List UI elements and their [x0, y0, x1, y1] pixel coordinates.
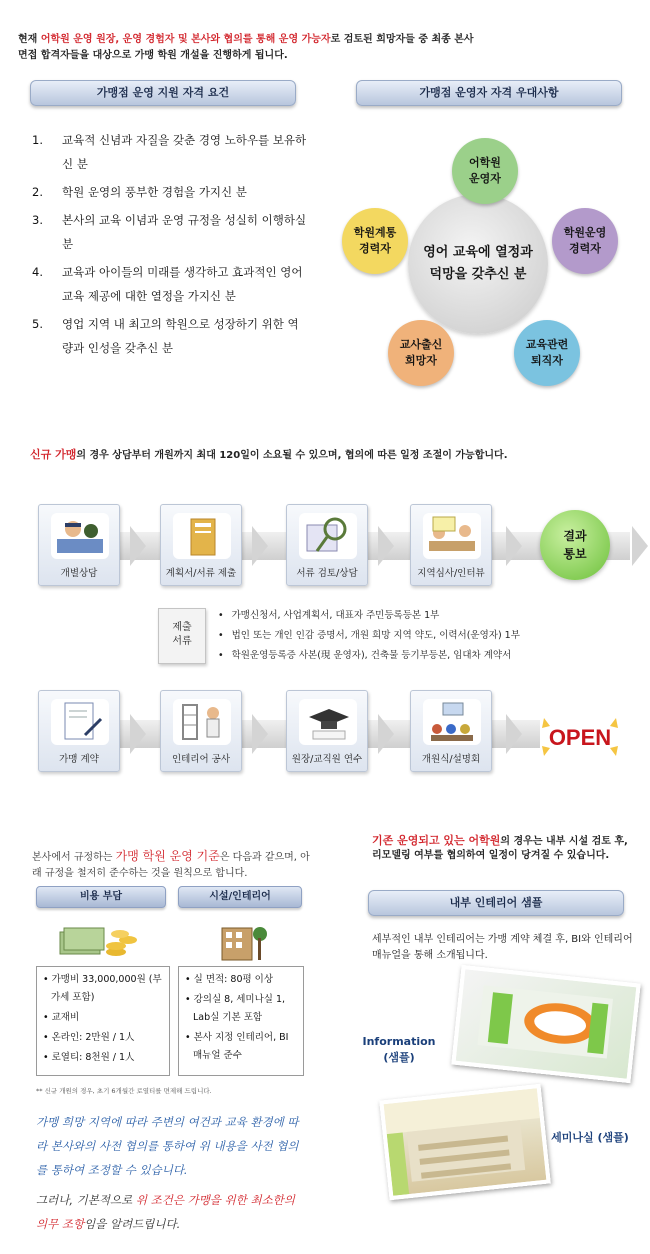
step-review: 서류 검토/상담 — [286, 504, 368, 586]
step-training: 원장/교직원 연수 — [286, 690, 368, 772]
list-item: 3. 본사의 교육 이념과 운영 규정을 성실히 이행하실 분 — [32, 213, 307, 251]
step-opening: 개원식/설명회 — [410, 690, 492, 772]
preference-center-text: 영어 교육에 열정과 덕망을 갖추신 분 — [423, 245, 533, 282]
arrow-icon — [252, 526, 268, 566]
preference-circle-experience: 학원운영 경력자 — [552, 208, 618, 274]
step-contract: 가맹 계약 — [38, 690, 120, 772]
open-sign-icon — [540, 712, 620, 762]
preference-center-circle — [408, 194, 548, 334]
arrow-icon — [378, 714, 394, 754]
intro-highlight: 어학원 운영 원장, 운영 경험자 및 본사와 협의를 통해 운영 가능자 — [40, 34, 331, 45]
interview-illustration-icon — [423, 513, 481, 559]
list-item: 4. 교육과 아이들의 미래를 생각하고 효과적인 영어 교육 제공에 대한 열정을 가지신 분 — [32, 265, 303, 303]
list-item: • 교재비 — [43, 1009, 163, 1027]
standards-text: 본사에서 규정하는 가맹 학원 운영 기준은 다음과 같으며, 아래 규정을 철저히 준수하는 것을 원칙으로 합니다. — [32, 849, 310, 879]
list-item: • 실 면적: 80평 이상 — [185, 971, 297, 989]
schedule-notice: 신규 가맹의 경우 상담부터 개원까지 최대 120일이 소요될 수 있으며, 협의에 따른 일정 조절이 가능합니다. — [30, 448, 508, 461]
preference-circle-academy-career: 학원계통 경력자 — [342, 208, 408, 274]
magnifier-icon — [299, 513, 357, 559]
list-item: • 가맹비 33,000,000원 (부가세 포함) — [43, 971, 163, 1007]
preference-circle-retired: 교육관련 퇴직자 — [514, 320, 580, 386]
intro-text — [18, 32, 638, 64]
interior-description: 세부적인 내부 인테리어는 가맹 계약 체결 후, BI와 인테리어 매뉴얼을 통해 소개됩니다. — [372, 934, 633, 961]
construction-icon — [173, 699, 231, 745]
intro-part1: 현재 — [18, 34, 41, 45]
step-consultation: 개별상담 — [38, 504, 120, 586]
money-icon — [58, 918, 138, 962]
graduation-cap-icon — [299, 699, 357, 745]
list-item: 5. 영업 지역 내 최고의 학원으로 성장하기 위한 역량과 인성을 갖추신 분 — [32, 317, 299, 355]
arrow-icon — [378, 526, 394, 566]
seminar-illustration-icon — [423, 699, 481, 745]
list-item: 2. 학원 운영의 풍부한 경험을 가지신 분 — [32, 185, 247, 199]
arrow-icon — [130, 714, 146, 754]
cost-title: 비용 부담 — [36, 886, 166, 908]
documents-list — [218, 606, 618, 666]
arrow-icon — [632, 526, 648, 566]
information-caption: Information (샘플) — [362, 1035, 436, 1064]
facility-title: 시설/인테리어 — [178, 886, 302, 908]
folder-icon — [173, 513, 231, 559]
arrow-icon — [506, 714, 522, 754]
intro-part2: 로 검토된 희망자들 중 최종 본사 — [330, 34, 474, 45]
list-item: 1. 교육적 신념과 자질을 갖춘 경영 노하우를 보유하신 분 — [32, 133, 307, 171]
adjustment-note: 가맹 희망 지역에 따라 주변의 여건과 교육 환경에 따라 본사와의 사전 협의를 통하여 위 내용을 사전 협의를 통하여 조정할 수 있습니다. — [36, 1115, 299, 1177]
existing-academy-note: 기존 운영되고 있는 어학원의 경우는 내부 시설 검토 후, 리모델링 여부를 협의하여 일정이 당겨질 수 있습니다. — [372, 834, 628, 861]
step-document-submission: 계획서/서류 제출 — [160, 504, 242, 586]
seminar-caption: 세미나실 (샘플) — [551, 1131, 629, 1144]
arrow-icon — [252, 714, 268, 754]
list-item: • 법인 또는 개인 인감 증명서, 개원 희망 지역 약도, 이력서(운영자) 1부 — [218, 626, 618, 646]
list-item: • 학원운영등록증 사본(現 운영자), 건축물 등기부등본, 임대차 계약서 — [218, 646, 618, 666]
svg-text:OPEN: OPEN — [548, 725, 612, 750]
obligation-note: 그러나, 기본적으로 위 조건은 가맹을 위한 최소한의 의무 조항임을 알려드립니다. — [36, 1193, 295, 1231]
royalty-footnote: ** 신규 개원의 경우, 초기 6개월간 로열티를 면제해 드립니다. — [36, 1087, 212, 1095]
arrow-icon — [130, 526, 146, 566]
interior-title: 내부 인테리어 샘플 — [368, 890, 624, 916]
list-item: • 강의실 8, 세미나실 1, Lab실 기본 포함 — [185, 991, 297, 1027]
list-item: • 온라인: 2만원 / 1人 — [43, 1029, 163, 1047]
list-item: • 로열티: 8천원 / 1人 — [43, 1049, 163, 1067]
intro-line2: 면접 합격자들을 대상으로 가맹 학원 개설을 진행하게 됩니다. — [18, 50, 288, 61]
result-notification: 결과 통보 — [540, 510, 610, 580]
contract-icon — [51, 699, 109, 745]
arrow-icon — [506, 526, 522, 566]
facility-box — [178, 966, 304, 1076]
preference-circle-teacher: 교사출신 희망자 — [388, 320, 454, 386]
preferences-title: 가맹점 운영자 자격 우대사항 — [356, 80, 622, 106]
open-sign — [540, 712, 620, 762]
requirements-title: 가맹점 운영 지원 자격 요건 — [30, 80, 296, 106]
step-interior: 인테리어 공사 — [160, 690, 242, 772]
documents-label: 제출 서류 — [158, 608, 206, 664]
list-item: • 가맹신청서, 사업계획서, 대표자 주민등록등본 1부 — [218, 606, 618, 626]
step-interview: 지역심사/인터뷰 — [410, 504, 492, 586]
preference-circle-academy-operator: 어학원 운영자 — [452, 138, 518, 204]
consultation-illustration-icon — [51, 513, 109, 559]
requirements-list — [32, 128, 307, 364]
cost-box — [36, 966, 170, 1076]
building-icon — [218, 918, 268, 962]
seminar-photo — [379, 1084, 551, 1200]
information-photo — [451, 965, 640, 1083]
list-item: • 본사 지정 인테리어, BI 매뉴얼 준수 — [185, 1029, 297, 1065]
